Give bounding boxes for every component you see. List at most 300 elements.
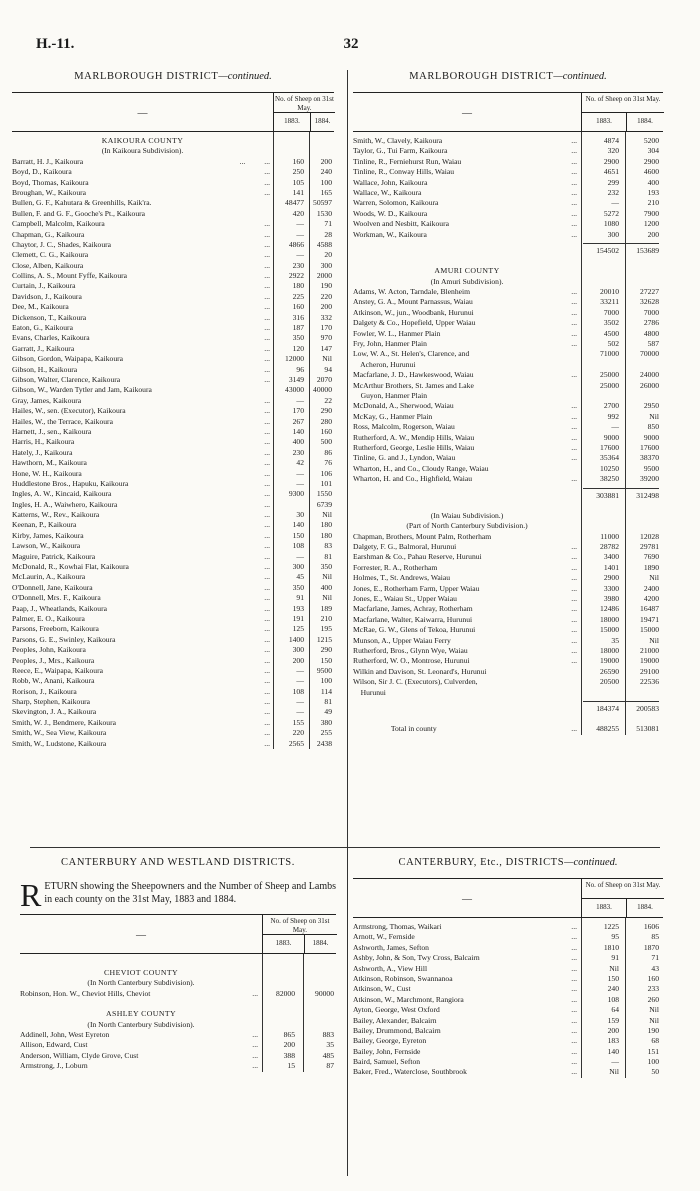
leader-dots: ... [264, 717, 270, 727]
intro-text: ETURN showing the Sheepowners and the Number of Sheep and Lambs in each county on the 31st May, 1883 and 1884. [44, 881, 336, 905]
sheep-1883: 300 [607, 229, 619, 239]
leader-dots: ... [264, 634, 270, 644]
owner-name: Smith, W. J., Bendmere, Kaikoura [12, 717, 116, 727]
sheep-1883: 141 [292, 187, 304, 197]
owner-name: Dalgety & Co., Hopefield, Upper Waiau [353, 318, 476, 328]
leader-dots: ... [264, 686, 270, 696]
sheep-1884: Nil [649, 411, 659, 421]
leader-dots: ... [264, 468, 270, 478]
owner-name: Atkinson, Robinson, Swannanoa [353, 973, 453, 983]
owner-row [20, 1040, 336, 1050]
owner-name: McDonald, R., Kowhai Flat, Kaikoura [12, 562, 129, 572]
sheep-1884: 970 [320, 333, 332, 343]
owner-name: Bailey, Drummond, Balcairn [353, 1025, 441, 1035]
leader-dots: ... [571, 562, 577, 572]
owner-name: Woolven and Nesbitt, Kaikoura [353, 219, 449, 229]
leader-dots: ... [264, 582, 270, 592]
leader-dots: ... [264, 520, 270, 530]
owner-row [353, 157, 663, 167]
sheep-1884: 255 [320, 728, 332, 738]
owner-row [353, 532, 663, 542]
table-body [353, 132, 663, 735]
sheep-1884: 233 [647, 984, 659, 994]
table-header [353, 92, 663, 132]
owner-row [353, 615, 663, 625]
sheep-1884: 1870 [643, 942, 659, 952]
sheep-1884: 850 [647, 422, 659, 432]
owner-row [353, 370, 663, 380]
sheep-1883: 7000 [603, 307, 619, 317]
leader-dots: ... [264, 219, 270, 229]
sheep-1884: 76 [324, 458, 332, 468]
leader-dots: ... [264, 229, 270, 239]
owner-row [12, 656, 334, 666]
owner-name: O'Donnell, Mrs. F., Kaikoura [12, 593, 101, 603]
sheep-1883: 15000 [600, 625, 619, 635]
sheep-1883: 30 [296, 510, 304, 520]
sheep-1884: 1200 [643, 219, 659, 229]
sheep-1884: 190 [320, 281, 332, 291]
owner-name: Jones, E., Rotherham Farm, Upper Waiau [353, 583, 480, 593]
sheep-1884: 50 [651, 1067, 659, 1077]
sheep-1883: 183 [607, 1036, 619, 1046]
leader-dots: ... [571, 922, 577, 931]
leader-dots: ... [571, 542, 577, 552]
owner-row [12, 448, 334, 458]
sheep-count-caption: No. of Sheep on 31st May. [275, 95, 334, 112]
sheep-1883: 150 [292, 530, 304, 540]
table-body [20, 954, 336, 1072]
owner-name: Dalgety, F. G., Balmoral, Hurunui [353, 542, 457, 552]
leader-dots: ... [571, 1025, 577, 1035]
owner-row [12, 531, 334, 541]
owner-row [12, 250, 334, 260]
sheep-1884: 9500 [643, 463, 659, 473]
sheep-1884: 4200 [643, 594, 659, 604]
owner-name: Robinson, Hon. W., Cheviot Hills, Cheviot [20, 988, 151, 998]
owner-row [12, 707, 334, 717]
sheep-1884: 29781 [640, 542, 659, 552]
owner-row [353, 922, 663, 932]
sheep-1884: 380 [320, 717, 332, 727]
leader-dots: ... [571, 1015, 577, 1025]
sheep-1883: 230 [292, 447, 304, 457]
leader-dots: ... [264, 676, 270, 686]
sheep-1883: 12486 [600, 604, 619, 614]
sheep-1884: 4600 [643, 167, 659, 177]
sheep-1884: 290 [320, 645, 332, 655]
sheep-1883: — [296, 707, 304, 717]
owner-name: Wharton, H. and Co., Highfield, Waiau [353, 474, 473, 484]
sheep-1884: 1530 [316, 208, 332, 218]
sheep-1883: 18000 [600, 614, 619, 624]
owner-row [12, 292, 334, 302]
sheep-count-header [581, 879, 664, 917]
sheep-1884: 290 [320, 406, 332, 416]
heading-text: KAIKOURA COUNTY [101, 136, 184, 145]
sheep-1884: 87 [326, 1061, 334, 1071]
sheep-1884: 160 [647, 973, 659, 983]
subdivision-heading [20, 1020, 336, 1030]
leader-dots: ... [264, 312, 270, 322]
owner-row [353, 625, 663, 635]
leader-dots: ... [264, 478, 270, 488]
sheep-1883: 71000 [600, 349, 619, 359]
owner-row [12, 510, 334, 520]
sheep-1884: 153689 [636, 245, 659, 255]
sheep-1883: 91 [611, 953, 619, 963]
owner-row [12, 219, 334, 229]
owner-name: Fowler, W. L., Hanmer Plain [353, 328, 441, 338]
leader-dots: ... [264, 187, 270, 197]
leader-dots: ... [571, 625, 577, 635]
owner-row [353, 443, 663, 453]
particulars-dash: — [136, 930, 146, 941]
sheep-1883: 3300 [603, 583, 619, 593]
leader-dots: ... [571, 1036, 577, 1046]
owner-row [12, 396, 334, 406]
sheep-1883: — [296, 395, 304, 405]
sheep-1883: — [296, 219, 304, 229]
sheep-1883: 9300 [288, 489, 304, 499]
total-row [353, 491, 663, 501]
sheep-1883: 200 [292, 655, 304, 665]
sheep-1883: 420 [292, 208, 304, 218]
owner-row [12, 593, 334, 603]
leader-dots: ... [571, 208, 577, 218]
owner-row [353, 573, 663, 583]
owner-name: Arnott, W., Fernside [353, 932, 415, 942]
owner-name: Ingles, A. W., Kincaid, Kaikoura [12, 489, 112, 499]
owner-name: Clemett, C. G., Kaikoura [12, 250, 89, 260]
sheep-1884: 280 [320, 416, 332, 426]
section-title: MARLBOROUGH DISTRICT—continued. [409, 71, 607, 82]
section-title: MARLBOROUGH DISTRICT—continued. [74, 71, 272, 82]
owner-name: Ross, Malcolm, Rogerson, Waiau [353, 422, 455, 432]
owner-name: Lawson, W., Kaikoura [12, 541, 81, 551]
owner-name: Wilson, Sir J. C. (Executors), Culverden, [353, 677, 478, 687]
sheep-1883: 11000 [600, 531, 619, 541]
leader-dots: ... [264, 489, 270, 499]
owner-row [353, 646, 663, 656]
leader-dots: ... [571, 432, 577, 442]
sheep-1883: 18000 [600, 645, 619, 655]
owner-row [12, 458, 334, 468]
sheep-1883: 140 [292, 520, 304, 530]
sheep-1884: 4588 [316, 239, 332, 249]
leader-dots: ... [571, 422, 577, 432]
sheep-1884: 32628 [640, 297, 659, 307]
owner-name: Robb, W., Anani, Kaikoura [12, 676, 95, 686]
sheep-1884: 19471 [640, 614, 659, 624]
total-row [353, 246, 663, 256]
owner-row [20, 1051, 336, 1061]
leader-dots: ... [264, 271, 270, 281]
owner-name: Atkinson, W., Marchmont, Rangiora [353, 994, 464, 1004]
leader-dots: ... [252, 988, 258, 998]
sheep-1883: 303881 [596, 490, 619, 500]
sheep-1883: 200 [607, 1025, 619, 1035]
owner-name: Tinline, R., Conway Hills, Waiau [353, 167, 455, 177]
sheep-1884: 7000 [643, 307, 659, 317]
owner-row [12, 437, 334, 447]
owner-name: Hawthorn, M., Kaikoura [12, 458, 87, 468]
sheep-1883: 12000 [285, 354, 304, 364]
sheep-1883: — [296, 665, 304, 675]
sheep-1884: Nil [322, 593, 332, 603]
sheep-1884: 513081 [636, 724, 659, 734]
year-1883-header: 1883. [275, 939, 292, 947]
leader-dots: ... [264, 697, 270, 707]
owner-row [12, 624, 334, 634]
owner-name: Atkinson, W., jun., Woodbank, Hurunui [353, 307, 474, 317]
owner-row [20, 1030, 336, 1040]
sheep-1884: 193 [647, 187, 659, 197]
sheep-1883: 159 [607, 1015, 619, 1025]
owner-name: Tinline, G. and J., Lyndon, Waiau [353, 453, 456, 463]
owner-name: Wilkin and Davison, St. Leonard's, Hurunui [353, 666, 487, 676]
sheep-1883: 193 [292, 603, 304, 613]
owner-row [353, 287, 663, 297]
heading-text: CHEVIOT COUNTY [103, 968, 179, 977]
leader-dots: ... [571, 307, 577, 317]
leader-dots: ... [571, 1057, 577, 1067]
sheep-1884: 22536 [640, 677, 659, 687]
sheep-1884: 29100 [640, 666, 659, 676]
heading-text: (Part of North Canterbury Subdivision.) [406, 521, 528, 531]
owner-name: Guyon, Hanmer Plain [353, 390, 428, 400]
sheep-1883: 154502 [596, 245, 619, 255]
owner-name: Workman, W., Kaikoura [353, 229, 427, 239]
owner-name: Eaton, G., Kaikoura [12, 323, 73, 333]
leader-dots: ... [264, 447, 270, 457]
owner-name: Collins, A. S., Mount Fyffe, Kaikoura [12, 271, 128, 281]
owner-name: Bailey, Alexander, Balcairn [353, 1015, 437, 1025]
sheep-1883: 865 [283, 1029, 295, 1039]
owner-name: Rutherford, George, Leslie Hills, Waiau [353, 442, 475, 452]
owner-name: Maguire, Patrick, Kaikoura [12, 551, 96, 561]
owner-name: Dickenson, T., Kaikoura [12, 312, 87, 322]
owner-name: Wallace, W., Kaikoura [353, 187, 422, 197]
sheep-1883: 17600 [600, 442, 619, 452]
sheep-1883: 502 [607, 339, 619, 349]
owner-name: Addinell, John, West Eyreton [20, 1029, 110, 1039]
leader-dots: ... [264, 665, 270, 675]
sheep-1883: 160 [292, 156, 304, 166]
owner-name: Gibson, H., Kaikoura [12, 364, 78, 374]
sheep-1884: 49 [324, 707, 332, 717]
leader-dots: ... [571, 656, 577, 666]
subdivision-heading [12, 146, 334, 156]
leader-dots: ... [264, 624, 270, 634]
leader-dots: ... [571, 552, 577, 562]
owner-row [12, 281, 334, 291]
owner-name: Forrester, R. A., Rotherham [353, 562, 438, 572]
sheep-1883: 191 [292, 613, 304, 623]
sheep-1884: 26000 [640, 380, 659, 390]
sheep-1883: 108 [292, 541, 304, 551]
owner-row [12, 302, 334, 312]
leader-dots: ... [264, 364, 270, 374]
leader-dots: ... [571, 287, 577, 297]
leader-dots: ... [571, 1046, 577, 1056]
sheep-1884: 39200 [640, 474, 659, 484]
sheep-1883: 20010 [600, 287, 619, 297]
sheep-1884: 200 [320, 156, 332, 166]
owner-row [353, 422, 663, 432]
year-1884-header: 1884. [637, 117, 653, 125]
leader-dots: ... [264, 499, 270, 509]
leader-dots: ... [264, 395, 270, 405]
owner-name: Total in county [353, 724, 437, 734]
sheep-1884: 83 [324, 541, 332, 551]
leader-dots: ... [264, 738, 270, 748]
sheep-1884: 24000 [640, 370, 659, 380]
sheep-1883: 250 [292, 167, 304, 177]
sheep-count-header [262, 915, 337, 953]
subdivision-heading [20, 978, 336, 988]
leader-dots: ... [264, 603, 270, 613]
column-divider [347, 70, 348, 870]
sheep-1884: 312498 [636, 490, 659, 500]
sheep-1884: 2950 [643, 401, 659, 411]
owner-row [353, 667, 663, 677]
column-divider [347, 856, 348, 1176]
leader-dots: ... [264, 645, 270, 655]
owner-row [353, 339, 663, 349]
owner-name: Rutherford, W. O., Montrose, Hurunui [353, 656, 470, 666]
sheep-1883: 1225 [603, 922, 619, 931]
owner-name: Ashby, John, & Son, Twy Cross, Balcairn [353, 953, 480, 963]
leader-dots: ... [571, 453, 577, 463]
year-1883-header: 1883. [596, 903, 612, 911]
sheep-1884: 883 [322, 1029, 334, 1039]
sheep-1883: 400 [292, 437, 304, 447]
owner-row [353, 1057, 663, 1067]
owner-name: Ashworth, James, Sefton [353, 942, 429, 952]
sheep-1884: 1215 [316, 634, 332, 644]
owner-name: Boyd, D., Kaikoura [12, 167, 72, 177]
leader-dots: ... [252, 1029, 258, 1039]
sheep-1883: 9000 [603, 432, 619, 442]
owner-name: Smith, W., Clavely, Kaikoura [353, 136, 443, 145]
sheep-1884: 71 [651, 953, 659, 963]
owner-row [12, 520, 334, 530]
leader-dots: ... [264, 530, 270, 540]
owner-name: Davidson, J., Kaikoura [12, 291, 82, 301]
year-1884-header: 1884. [312, 939, 329, 947]
owner-row [353, 136, 663, 146]
sheep-1884: 7690 [643, 552, 659, 562]
leader-dots: ... [571, 401, 577, 411]
sheep-1884: Nil [322, 572, 332, 582]
owner-name: McRae, G. W., Glens of Tekoa, Hurunui [353, 625, 476, 635]
section-divider [30, 847, 660, 848]
sheep-1883: 35364 [600, 453, 619, 463]
sheep-1884: 190 [647, 1025, 659, 1035]
sheep-1884: 40000 [313, 385, 332, 395]
sheep-1883: — [611, 198, 619, 208]
owner-name: Baird, Samuel, Sefton [353, 1057, 421, 1067]
sheep-1883: 187 [292, 323, 304, 333]
sheep-1884: 220 [320, 291, 332, 301]
sheep-1883: 1810 [603, 942, 619, 952]
owner-name: Atkinson, W., Cust [353, 984, 411, 994]
sheep-1884: 94 [324, 364, 332, 374]
owner-row [12, 375, 334, 385]
sheep-1883: 300 [292, 562, 304, 572]
sheep-1883: 240 [607, 984, 619, 994]
owner-name: Smith, W., Sea View, Kaikoura [12, 728, 107, 738]
leader-dots: ... [571, 328, 577, 338]
sheep-1883: 91 [296, 593, 304, 603]
sheep-1883: 48477 [285, 198, 304, 208]
leader-dots: ... [571, 994, 577, 1004]
owner-row [353, 329, 663, 339]
leader-dots: ... [571, 942, 577, 952]
heading-text: ASHLEY COUNTY [105, 1009, 177, 1019]
sheep-1883: 25000 [600, 380, 619, 390]
owner-row [12, 427, 334, 437]
sheep-1884: 20 [324, 250, 332, 260]
owner-row [353, 656, 663, 666]
leader-dots: ... [252, 1061, 258, 1071]
sheep-1883: 5272 [603, 208, 619, 218]
owner-name: Reece, E., Waipapa, Kaikoura [12, 665, 103, 675]
leader-dots: ... [264, 343, 270, 353]
owner-name: Jones, E., Waiau St., Upper Waiau [353, 594, 457, 604]
sheep-1884: 332 [320, 312, 332, 322]
leader-dots: ... [264, 728, 270, 738]
sheep-1884: 350 [320, 562, 332, 572]
particulars-dash: — [137, 108, 148, 119]
owner-name: Earshman & Co., Pahau Reserve, Hurunui [353, 552, 482, 562]
county-heading [12, 136, 334, 146]
sheep-1884: 71 [324, 219, 332, 229]
page-number: 32 [343, 36, 359, 52]
leader-dots: ... [252, 1040, 258, 1050]
owner-row [12, 645, 334, 655]
owner-name: Barratt, H. J., Kaikoura [12, 156, 84, 166]
sheep-1883: 170 [292, 406, 304, 416]
owner-row [12, 333, 334, 343]
owner-name: McArthur Brothers, St. James and Lake [353, 380, 474, 390]
leader-dots: ... [264, 572, 270, 582]
leader-dots: ... [571, 167, 577, 177]
owner-row [353, 542, 663, 552]
year-1883-header: 1883. [284, 117, 300, 125]
owner-row [12, 240, 334, 250]
leader-dots: ... [264, 260, 270, 270]
sheep-1883: — [296, 478, 304, 488]
total-row [353, 704, 663, 714]
owner-name: Smith, W., Ludstone, Kaikoura [12, 738, 107, 748]
sheep-1883: 150 [607, 973, 619, 983]
sheep-1884: 90000 [315, 988, 334, 998]
sheep-1883: 95 [611, 932, 619, 942]
owner-name: Bullen, G. F., Kahutara & Greenhills, Kaik'ra. [12, 198, 152, 208]
leader-dots: ... [264, 426, 270, 436]
sheep-1884: Nil [649, 573, 659, 583]
owner-name: Munson, A., Upper Waiau Ferry [353, 635, 451, 645]
sheep-1883: 15 [287, 1061, 295, 1071]
sheep-1884: Nil [649, 1015, 659, 1025]
owner-name: Broughan, W., Kaikoura [12, 187, 87, 197]
sheep-1883: 19000 [600, 656, 619, 666]
section-title: CANTERBURY AND WESTLAND DISTRICTS. [61, 857, 295, 868]
owner-name: Fry, John, Hanmer Plain [353, 339, 427, 349]
owner-row [12, 209, 334, 219]
